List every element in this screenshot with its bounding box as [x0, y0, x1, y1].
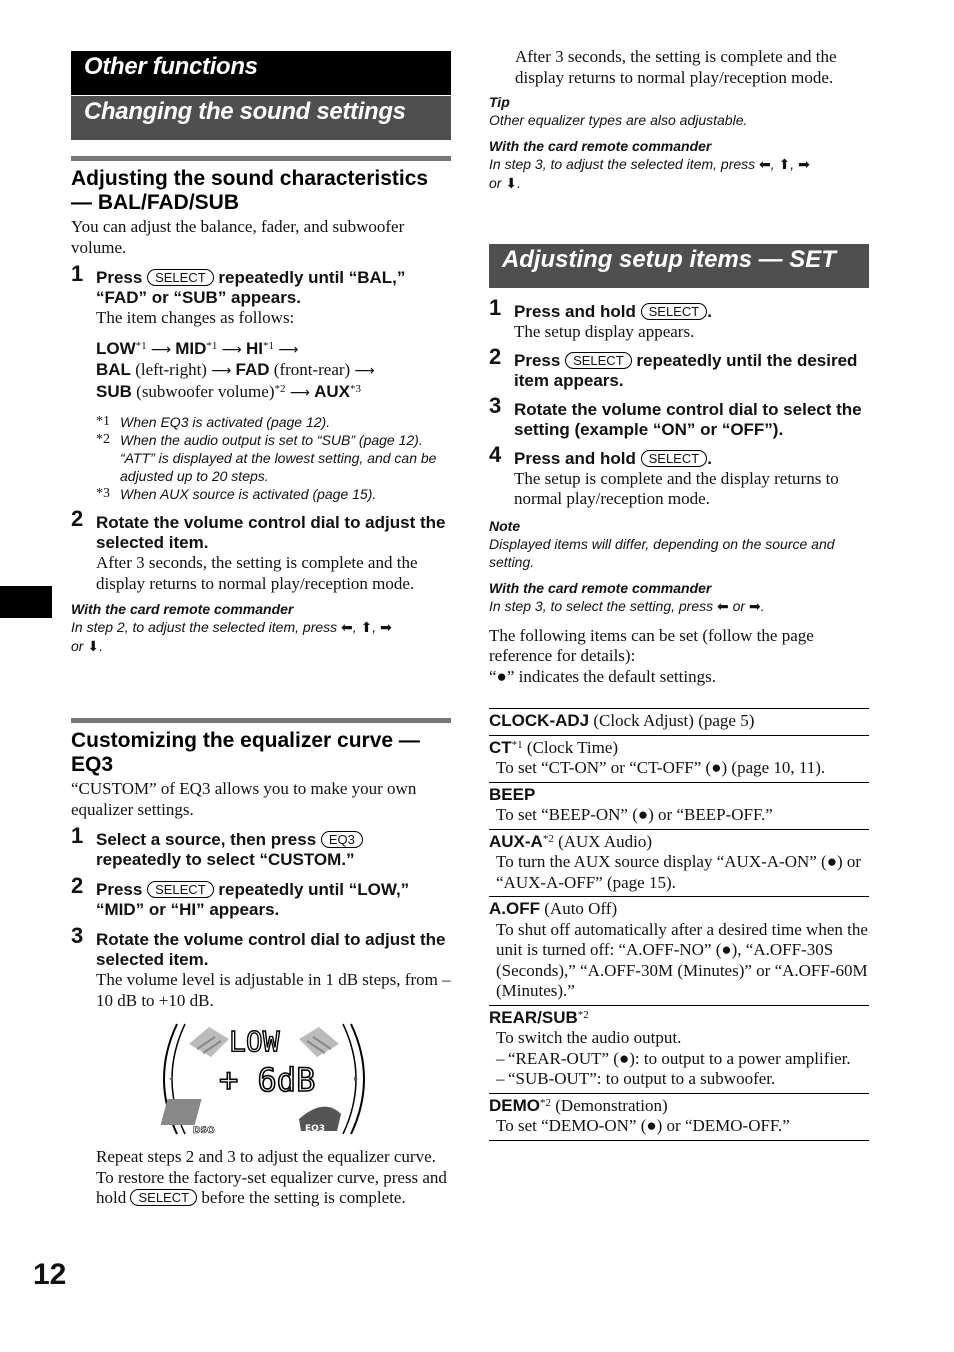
step-number: 2 — [71, 506, 84, 531]
page-number: 12 — [33, 1258, 67, 1291]
step-2 — [71, 873, 451, 920]
step-instruction: Press SELECT repeatedly until “LOW,” “MID” or “HI” appears. — [96, 880, 410, 919]
section-title: Adjusting the sound characteristics — BAL/FAD/SUB — [71, 167, 429, 214]
arrow-right-icon: ⟶ — [211, 363, 232, 379]
select-key: SELECT — [565, 352, 632, 369]
remote-text: In step 3, to select the setting, press ⬅ or ➡. — [489, 597, 765, 615]
arrow-right-icon: ➡ — [380, 620, 392, 636]
step-instruction: Select a source, then press EQ3 repeatedly to select “CUSTOM.” — [96, 830, 451, 870]
remote-heading: With the card remote commander — [71, 601, 294, 617]
remote-text: In step 2, to adjust the selected item, press ⬅, ⬆, ➡ or ⬇. — [71, 619, 392, 655]
step-number: 3 — [71, 923, 84, 948]
arrow-left-icon: ⬅ — [759, 157, 771, 173]
footnotes — [96, 413, 451, 503]
note-text: Displayed items will differ, depending on the source and setting. — [489, 535, 835, 570]
step-instruction: Press and hold SELECT . — [514, 302, 712, 321]
step-4 — [489, 441, 869, 510]
eq3-key: EQ3 — [321, 831, 363, 848]
step-1 — [71, 261, 451, 503]
svg-text:◂: ◂ — [169, 1074, 174, 1083]
footnote: *1 When EQ3 is activated (page 12). — [96, 414, 331, 430]
arrow-right-icon: ⟶ — [221, 341, 242, 358]
display-line2: + 6dB — [219, 1061, 316, 1099]
step-number: 1 — [489, 295, 502, 320]
step-number: 1 — [71, 823, 84, 848]
section-eq3 — [71, 718, 451, 1209]
footnote: *2 When the audio output is set to “SUB” (page 12). “ATT” is displayed at the lowest setting, and can be adjusted up to 20 steps. — [96, 432, 437, 484]
step-number: 4 — [489, 441, 502, 467]
step-description: The volume level is adjustable in 1 dB steps, from –10 dB to +10 dB. — [96, 970, 451, 1010]
section-title-band: Adjusting setup items — SET — [489, 244, 869, 288]
chapter-tab — [0, 586, 52, 618]
dso-logo: DSO — [193, 1126, 215, 1136]
eq3-logo: EQ3 — [305, 1124, 326, 1134]
step-2 — [489, 343, 869, 391]
arrow-left-icon: ⬅ — [717, 598, 729, 615]
following-text: The following items can be set (follow the page reference for details): — [489, 625, 814, 665]
step-instruction: Press and hold SELECT . — [514, 448, 712, 468]
step-instruction: Rotate the volume control dial to adjust the selected item. — [96, 930, 446, 969]
step-number: 2 — [489, 343, 502, 369]
display-illustration — [149, 1019, 379, 1139]
right-top — [489, 47, 869, 193]
tip-text: Other equalizer types are also adjustable. — [489, 112, 748, 128]
arrow-right-icon: ⟶ — [354, 363, 375, 379]
arrow-up-icon: ⬆ — [360, 620, 373, 636]
table-row: DEMO$^{*2}$ (Demonstration) To set “DEMO-ON” (●) or “DEMO-OFF.” — [489, 1093, 869, 1140]
step-description: After 3 seconds, the setting is complete and the display returns to normal play/reception mode. — [96, 553, 418, 593]
intro-text: You can adjust the balance, fader, and subwoofer volume. — [71, 217, 405, 257]
arrow-right-icon: ⟶ — [150, 341, 171, 358]
table-row: BEEP To set “BEEP-ON” (●) or “BEEP-OFF.” — [489, 782, 869, 829]
step-number: 1 — [71, 261, 84, 286]
select-key: SELECT — [641, 450, 708, 467]
tip-heading: Tip — [489, 94, 510, 110]
arrow-left-icon: ⬅ — [341, 620, 353, 636]
section-set — [489, 296, 869, 1141]
footnote: *3 When AUX source is activated (page 15). — [96, 486, 377, 502]
select-key: SELECT — [147, 881, 214, 898]
display-line1: LOW — [229, 1025, 280, 1058]
arrow-right-icon: ➡ — [798, 157, 810, 173]
step-instruction: Rotate the volume control dial to adjust the selected item. — [96, 513, 446, 552]
table-row: CLOCK-ADJ (Clock Adjust) (page 5) — [489, 709, 869, 736]
arrow-down-icon: ⬇ — [87, 639, 100, 655]
svg-text:▸: ▸ — [354, 1074, 359, 1083]
step-1 — [489, 295, 869, 343]
arrow-down-icon: ⬇ — [505, 176, 518, 192]
default-note: “●” indicates the default settings. — [489, 666, 716, 686]
step-instruction: Press SELECT repeatedly until “BAL,” “FAD” or “SUB” appears. — [96, 268, 406, 307]
after-text: Repeat steps 2 and 3 to adjust the equalizer curve. — [96, 1147, 436, 1166]
table-row: AUX-$A^{*2}$ (AUX Audio) To turn the AUX source display “AUX-A-ON” (●) or “AUX-A-OFF” (page 15). — [489, 829, 869, 897]
remote-heading: With the card remote commander — [489, 579, 712, 596]
arrow-up-icon: ⬆ — [778, 157, 791, 173]
note-heading: Note — [489, 517, 521, 534]
item-flow: LOW$^{*1}$ ⟶ MID$^{*1}$ ⟶ HI$^{*1}$ ⟶ BAL (left-right) ⟶ FAD (front-rear) ⟶ SUB (subwoofer volume)$^{*2}$ ⟶ AUX$^{*3}$ — [96, 338, 375, 401]
step-2 — [71, 506, 451, 594]
step-instruction: Press SELECT repeatedly until the desired item appears. — [514, 350, 858, 390]
intro-text: “CUSTOM” of EQ3 allows you to make your own equalizer settings. — [71, 779, 417, 819]
step-number: 3 — [489, 392, 502, 418]
step-description: The item changes as follows: — [96, 308, 295, 327]
step-number: 2 — [71, 873, 84, 898]
select-key: SELECT — [130, 1189, 197, 1206]
remote-heading: With the card remote commander — [489, 138, 712, 154]
section-title: Customizing the equalizer curve — EQ3 — [71, 729, 420, 776]
arrow-right-icon: ⟶ — [278, 341, 299, 358]
step-3 — [71, 923, 451, 1011]
select-key: SELECT — [147, 269, 214, 286]
section-header: Other functions — [71, 51, 451, 95]
step-instruction: Rotate the volume control dial to select the setting (example “ON” or “OFF”). — [514, 399, 862, 439]
table-row: A.OFF (Auto Off) To shut off automatically after a desired time when the unit is turned off: “A.OFF-NO” (●), “A.OFF-30S (Seconds),” “A.OFF-30M (Minutes)” or “A.OFF-60M (Minutes).” — [489, 897, 869, 1006]
table-row: REAR/SUB$^{*2}$ To switch the audio output. – “REAR-OUT” (●): to output to a power amplifier. – “SUB-OUT”: to output to a subwoofer. — [489, 1005, 869, 1093]
remote-text: In step 3, to adjust the selected item, press ⬅, ⬆, ➡ or ⬇. — [489, 156, 810, 192]
after-steps — [71, 1147, 451, 1209]
section-subheader: Changing the sound settings — [71, 96, 451, 140]
step-1 — [71, 823, 451, 870]
step-description: The setup is complete and the display returns to normal play/reception mode. — [514, 468, 839, 508]
arrow-right-icon: ➡ — [748, 598, 761, 615]
section-bal-fad-sub — [71, 156, 451, 656]
table-row: CT$^{*1}$ (Clock Time) To set “CT-ON” or “CT-OFF” (●) (page 10, 11). — [489, 735, 869, 782]
step-description: The setup display appears. — [514, 322, 695, 341]
continued-text: After 3 seconds, the setting is complete and the display returns to normal play/reception mode. — [515, 47, 837, 87]
step-3 — [489, 392, 869, 440]
arrow-right-icon: ⟶ — [289, 384, 310, 401]
setup-items-table — [489, 708, 869, 1141]
after-text: To restore the factory-set equalizer curve, press and hold SELECT before the setting is complete. — [96, 1167, 447, 1207]
select-key: SELECT — [641, 303, 708, 320]
